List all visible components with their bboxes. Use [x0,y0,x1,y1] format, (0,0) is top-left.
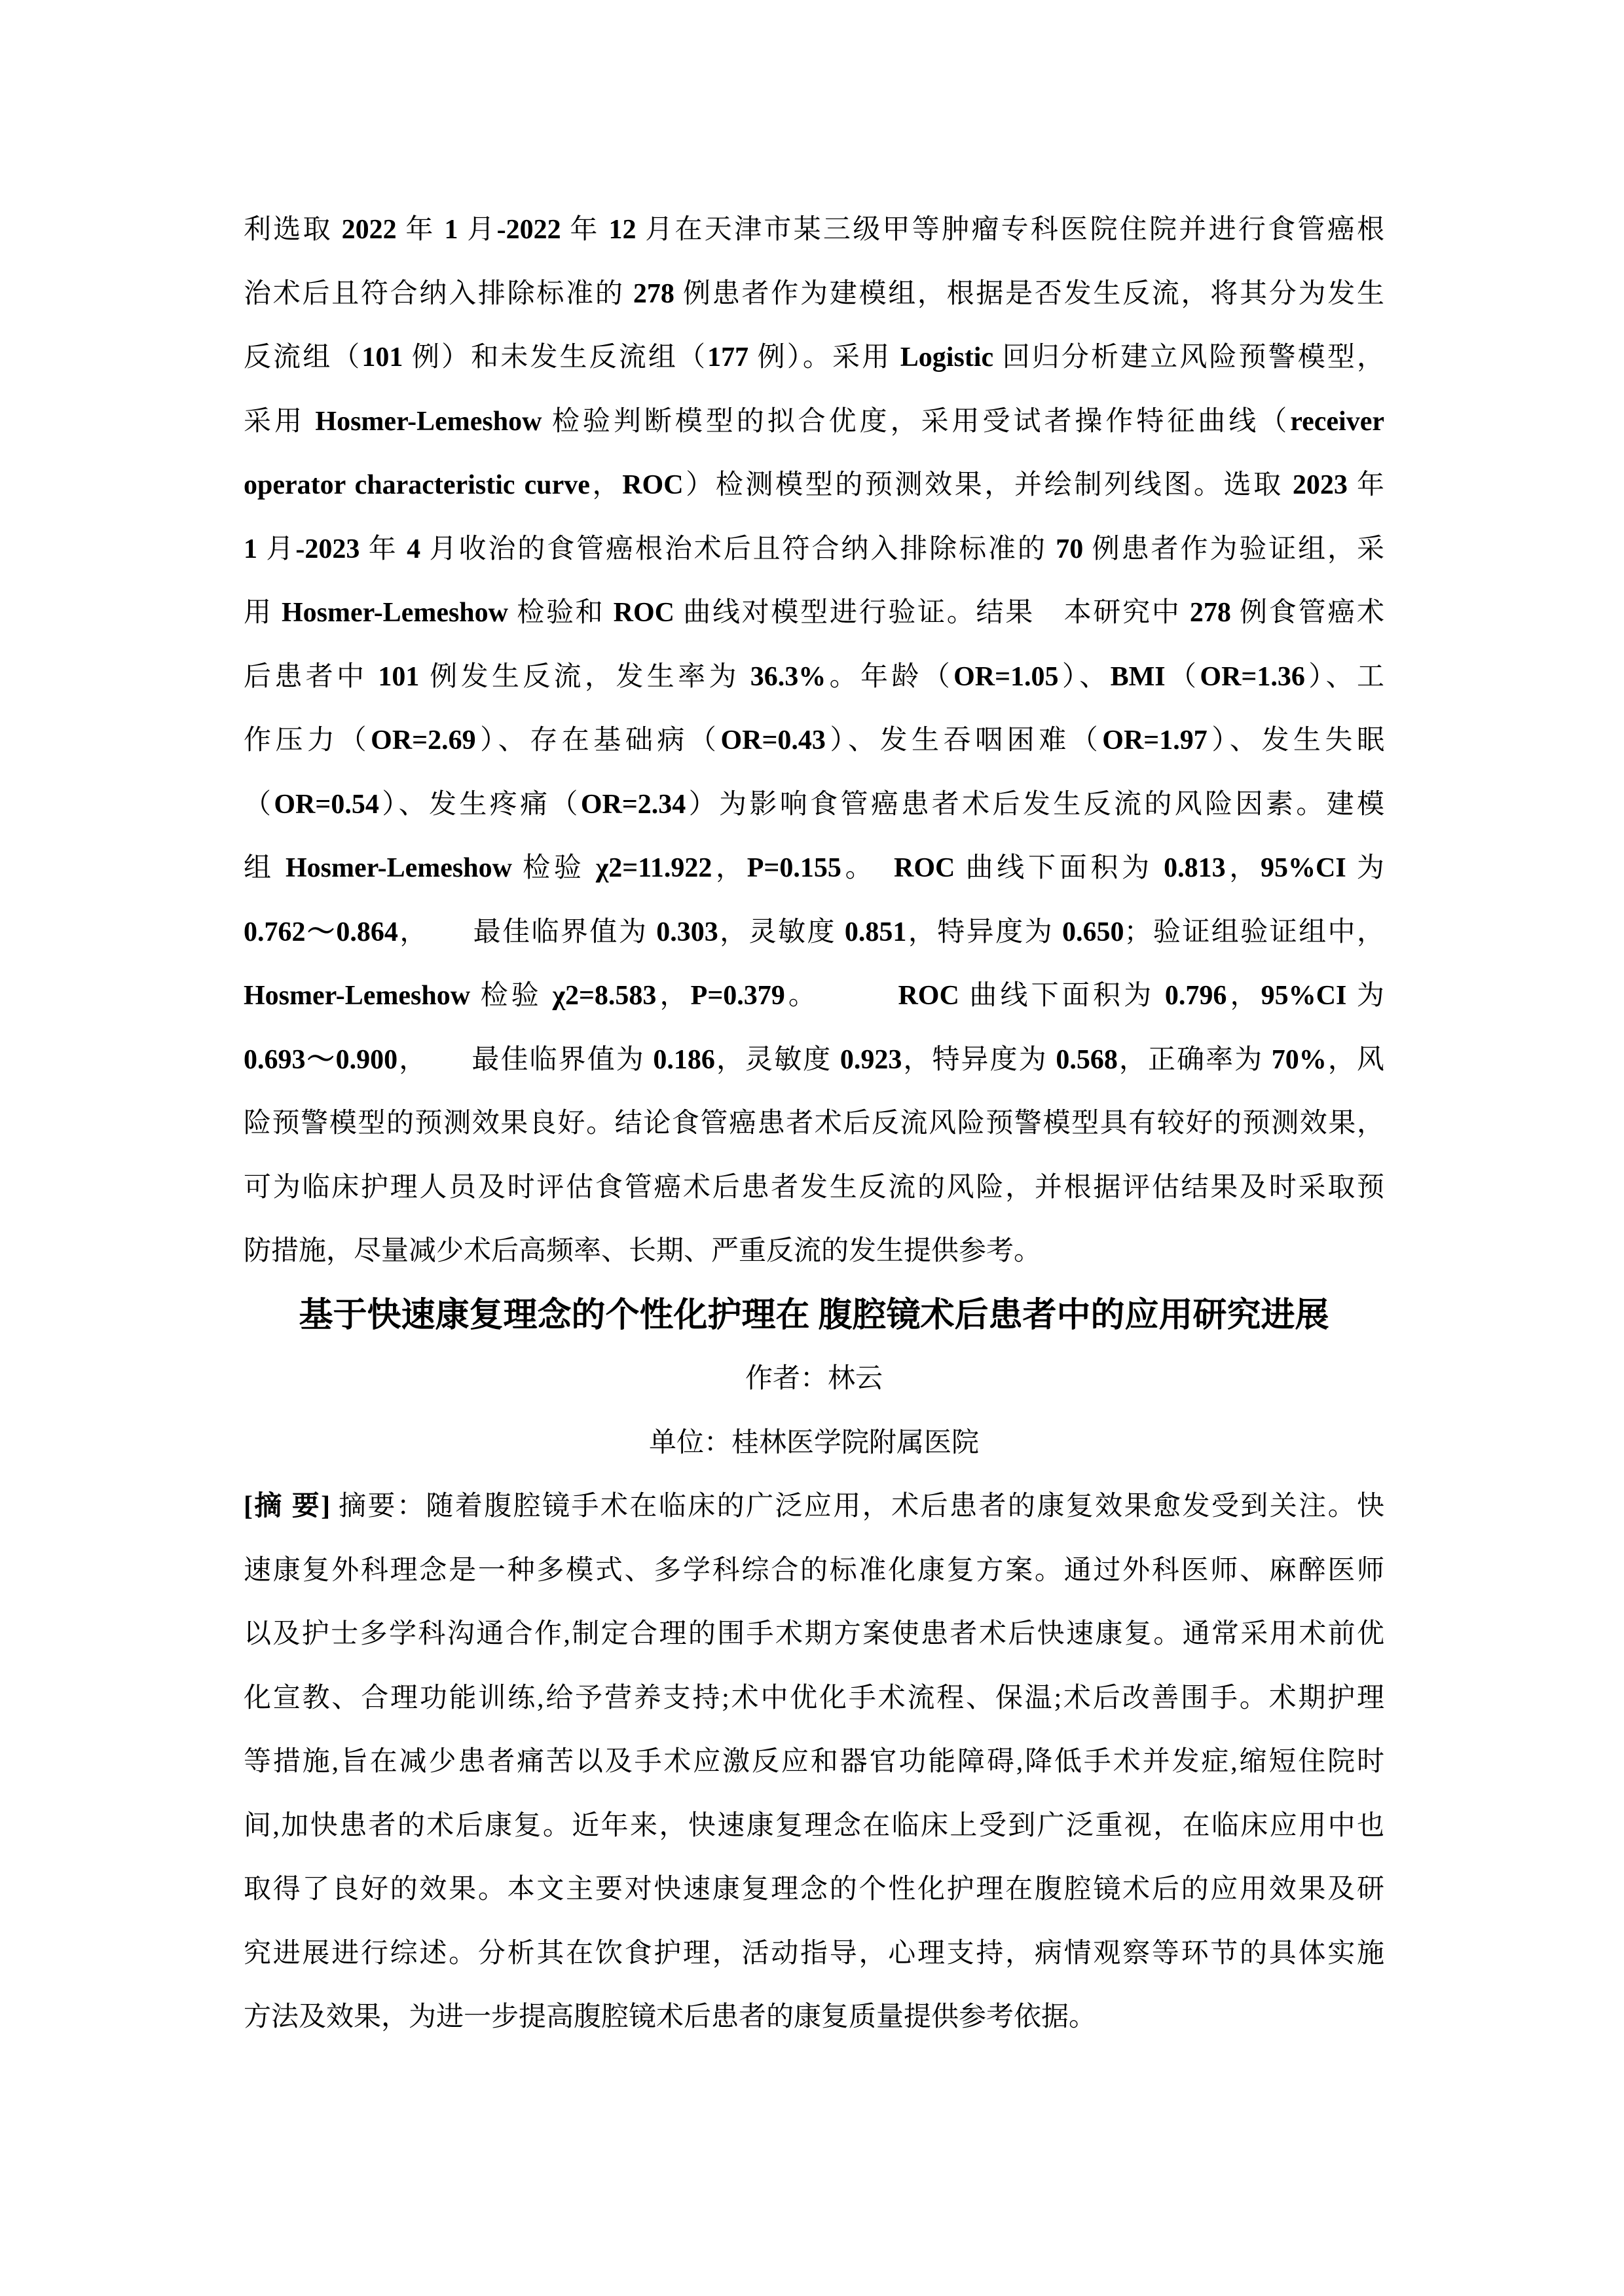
text-segment: 例）和未发生反流组（ [403,342,708,373]
text-segment: ）检测模型的预测效果，并绘制列线图。选取 [683,470,1293,500]
text-segment: 取得了良好的效果。本文主要对快速康复理念的个性化护理在腹腔镜术后的应用效果及研 [244,1874,1384,1904]
text-segment: ）、发生疼痛（ [378,789,581,820]
abstract-laparoscopic-line-3 [244,1603,1384,1667]
text-segment: OR=1.36 [1200,661,1305,692]
text-segment: ）、工 [1304,661,1384,692]
text-segment: 70 [1056,534,1084,564]
text-segment: 101 [361,342,403,373]
text-segment: 36.3% [750,661,826,692]
text-segment: 0.923 [840,1044,902,1075]
text-segment: ，特异度为 [902,1044,1056,1075]
text-segment: ， [1227,981,1261,1011]
abstract-laparoscopic-line-2 [244,1539,1384,1603]
abstract-laparoscopic-line-9 [244,1986,1384,2050]
text-segment: ，正确率为 [1117,1044,1272,1075]
document-content [244,198,1384,2050]
abstract-esophageal-cancer-line-5 [244,454,1384,518]
text-segment: ROC [898,981,959,1011]
text-segment: 0.650 [1061,917,1124,947]
text-segment: 278 [1189,598,1231,628]
text-segment: 例发生反流，发生率为 [419,661,750,692]
text-segment: 。 [784,981,898,1011]
text-segment: 0.851 [844,917,907,947]
text-segment: 等措施,旨在减少患者痛苦以及手术应激反应和器官功能障碍,降低手术并发症,缩短住院时 [244,1747,1384,1777]
text-segment: 0.186 [653,1044,715,1075]
text-segment: 1 [244,534,257,564]
abstract-laparoscopic-line-7 [244,1858,1384,1922]
text-segment: 基于快速康复理念的个性化护理在 腹腔镜术后患者中的应用研究进展 [299,1296,1329,1334]
text-segment: 月 [257,534,296,564]
abstract-laparoscopic-line-6 [244,1795,1384,1859]
text-segment: ；验证组验证组中， [1124,917,1384,947]
text-segment: 年 [561,215,609,245]
text-segment: 为 [1346,981,1384,1011]
text-segment: 例患者作为建模组，根据是否发生反流，将其分为发生 [674,278,1384,309]
text-segment: 例食管癌术 [1230,598,1384,628]
text-segment: 年 [1347,470,1384,500]
text-segment: ROC [894,853,955,883]
text-segment: 月 [458,215,497,245]
text-segment: χ2=11.922 [595,853,712,883]
text-segment: OR=2.34 [580,789,686,820]
text-segment: ）、发生失眠 [1207,725,1384,756]
text-segment: ）、存在基础病（ [475,725,721,756]
text-segment: 组 [244,853,286,883]
text-segment: ）为影响食管癌患者术后发生反流的风险因素。建模 [686,789,1384,820]
text-segment: 95%CI [1261,981,1347,1011]
text-segment: ， [589,470,623,500]
text-segment: 方法及效果，为进一步提高腹腔镜术后患者的康复质量提供参考依据。 [244,2002,1097,2032]
text-segment: 为 [1346,853,1384,883]
abstract-esophageal-cancer-line-1 [244,198,1384,263]
text-segment: （ [244,789,274,820]
text-segment: 月在天津市某三级甲等肿瘤专科医院住院并进行食管癌根 [636,215,1384,245]
text-segment: 检验 [470,981,553,1011]
text-segment: 年 [396,215,445,245]
text-segment: Hosmer-Lemeshow [281,598,508,628]
text-segment: 。年龄（ [826,661,954,692]
text-segment: 摘要：随着腹腔镜手术在临床的广泛应用，术后患者的康复效果愈发受到关注。快 [330,1491,1384,1522]
text-segment: receiver [1290,406,1384,437]
text-segment: 用 [244,598,282,628]
text-segment: ， [1225,853,1261,883]
text-segment: 177 [707,342,749,373]
affiliation-line-line-1 [244,1412,1384,1476]
text-segment: ， [656,981,691,1011]
text-segment: 曲线下面积为 [959,981,1165,1011]
text-segment: 0.303 [656,917,718,947]
abstract-esophageal-cancer-line-2 [244,263,1384,327]
text-segment: 曲线对模型进行验证。结果 本研究中 [674,598,1190,628]
abstract-esophageal-cancer-line-10 [244,773,1384,837]
text-segment: 险预警模型的预测效果良好。结论食管癌患者术后反流风险预警模型具有较好的预测效果， [244,1108,1384,1139]
text-segment: 反流组（ [244,342,362,373]
text-segment: 0.568 [1056,1044,1118,1075]
text-segment: 检验判断模型的拟合优度，采用受试者操作特征曲线（ [542,406,1291,437]
text-segment: Hosmer-Lemeshow [315,406,542,437]
text-segment: 2023 [1292,470,1348,500]
text-segment: OR=2.69 [371,725,476,756]
text-segment: ， [712,853,747,883]
text-segment: 4 [407,534,421,564]
text-segment: ）、 [1058,661,1111,692]
abstract-laparoscopic-line-4 [244,1667,1384,1731]
text-segment: BMI [1110,661,1166,692]
text-segment: P=0.379 [690,981,785,1011]
text-segment: operator characteristic curve [244,470,590,500]
text-segment: 检验 [511,853,596,883]
text-segment: 1 [444,215,458,245]
text-segment: ， 最佳临界值为 [397,917,657,947]
abstract-laparoscopic-line-8 [244,1922,1384,1986]
text-segment: 12 [608,215,637,245]
text-segment: 0.796 [1164,981,1227,1011]
text-segment: ，灵敏度 [714,1044,840,1075]
text-segment: -2023 [295,534,360,564]
text-segment: [摘 要] [244,1491,331,1522]
text-segment: ，特异度为 [906,917,1062,947]
text-segment: 作压力（ [244,725,371,756]
text-segment: ，风 [1326,1044,1384,1075]
text-segment: 例）。采用 [748,342,900,373]
text-segment: 。 [841,853,895,883]
abstract-esophageal-cancer-line-8 [244,646,1384,710]
abstract-esophageal-cancer-line-4 [244,390,1384,454]
text-segment: 回归分析建立风险预警模型， [993,342,1384,373]
abstract-laparoscopic-line-1 [244,1475,1384,1539]
text-segment: 间,加快患者的术后康复。近年来，快速康复理念在临床上受到广泛重视，在临床应用中也 [244,1810,1384,1841]
text-segment: 后患者中 [244,661,378,692]
text-segment: 速康复外科理念是一种多模式、多学科综合的标准化康复方案。通过外科医师、麻醉医师 [244,1555,1384,1586]
abstract-esophageal-cancer-line-13 [244,964,1384,1029]
text-segment: 防措施，尽量减少术后高频率、长期、严重反流的发生提供参考。 [244,1236,1042,1266]
text-segment: 月收治的食管癌根治术后且符合纳入排除标准的 [420,534,1056,564]
text-segment: χ2=8.583 [552,981,657,1011]
abstract-esophageal-cancer-line-16 [244,1156,1384,1220]
text-segment: 0.762～0.864 [244,917,398,947]
text-segment: 年 [360,534,407,564]
text-segment: Hosmer-Lemeshow [285,853,512,883]
text-segment: P=0.155 [747,853,841,883]
abstract-esophageal-cancer-line-17 [244,1220,1384,1284]
text-segment: 化宣教、合理功能训练,给予营养支持;术中优化手术流程、保温;术后改善围手。术期护理 [244,1683,1384,1713]
text-segment: 2022 [341,215,397,245]
abstract-esophageal-cancer-line-3 [244,326,1384,390]
article-title-line-1 [244,1284,1384,1348]
abstract-esophageal-cancer-line-15 [244,1092,1384,1156]
text-segment: （ [1165,661,1200,692]
text-segment: 究进展进行综述。分析其在饮食护理，活动指导，心理支持，病情观察等环节的具体实施 [244,1938,1384,1969]
abstract-esophageal-cancer-line-6 [244,518,1384,582]
abstract-esophageal-cancer-line-12 [244,901,1384,965]
text-segment: 单位：桂林医学院附属医院 [648,1427,979,1458]
text-segment: ROC [613,598,674,628]
text-segment: Logistic [900,342,994,373]
text-segment: 0.693～0.900 [244,1044,398,1075]
text-segment: -2022 [496,215,561,245]
text-segment: OR=1.97 [1102,725,1208,756]
abstract-esophageal-cancer-line-11 [244,837,1384,901]
author-line-line-1 [244,1347,1384,1412]
text-segment: 治术后且符合纳入排除标准的 [244,278,633,309]
text-segment: 例患者作为验证组，采 [1083,534,1384,564]
text-segment: 检验和 [508,598,614,628]
text-segment: ，灵敏度 [718,917,845,947]
text-segment: 以及护士多学科沟通合作,制定合理的围手术期方案使患者术后快速康复。通常采用术前优 [244,1619,1384,1649]
text-segment: 采用 [244,406,316,437]
abstract-esophageal-cancer-line-7 [244,581,1384,646]
text-segment: ）、发生吞咽困难（ [825,725,1103,756]
text-segment: 作者：林云 [745,1364,883,1394]
abstract-laparoscopic-line-5 [244,1730,1384,1795]
text-segment: 278 [633,278,674,309]
text-segment: 可为临床护理人员及时评估食管癌术后患者发生反流的风险，并根据评估结果及时采取预 [244,1172,1384,1203]
text-segment: Hosmer-Lemeshow [244,981,471,1011]
text-segment: ROC [622,470,684,500]
text-segment: 0.813 [1164,853,1226,883]
text-segment: 70% [1271,1044,1327,1075]
abstract-esophageal-cancer-line-14 [244,1029,1384,1093]
text-segment: OR=0.43 [720,725,826,756]
text-segment: 101 [378,661,420,692]
text-segment: OR=1.05 [953,661,1059,692]
text-segment: 曲线下面积为 [955,853,1164,883]
text-segment: 利选取 [244,215,342,245]
text-segment: 95%CI [1261,853,1346,883]
abstract-esophageal-cancer-line-9 [244,709,1384,773]
text-segment: OR=0.54 [274,789,379,820]
text-segment: ， 最佳临界值为 [397,1044,654,1075]
